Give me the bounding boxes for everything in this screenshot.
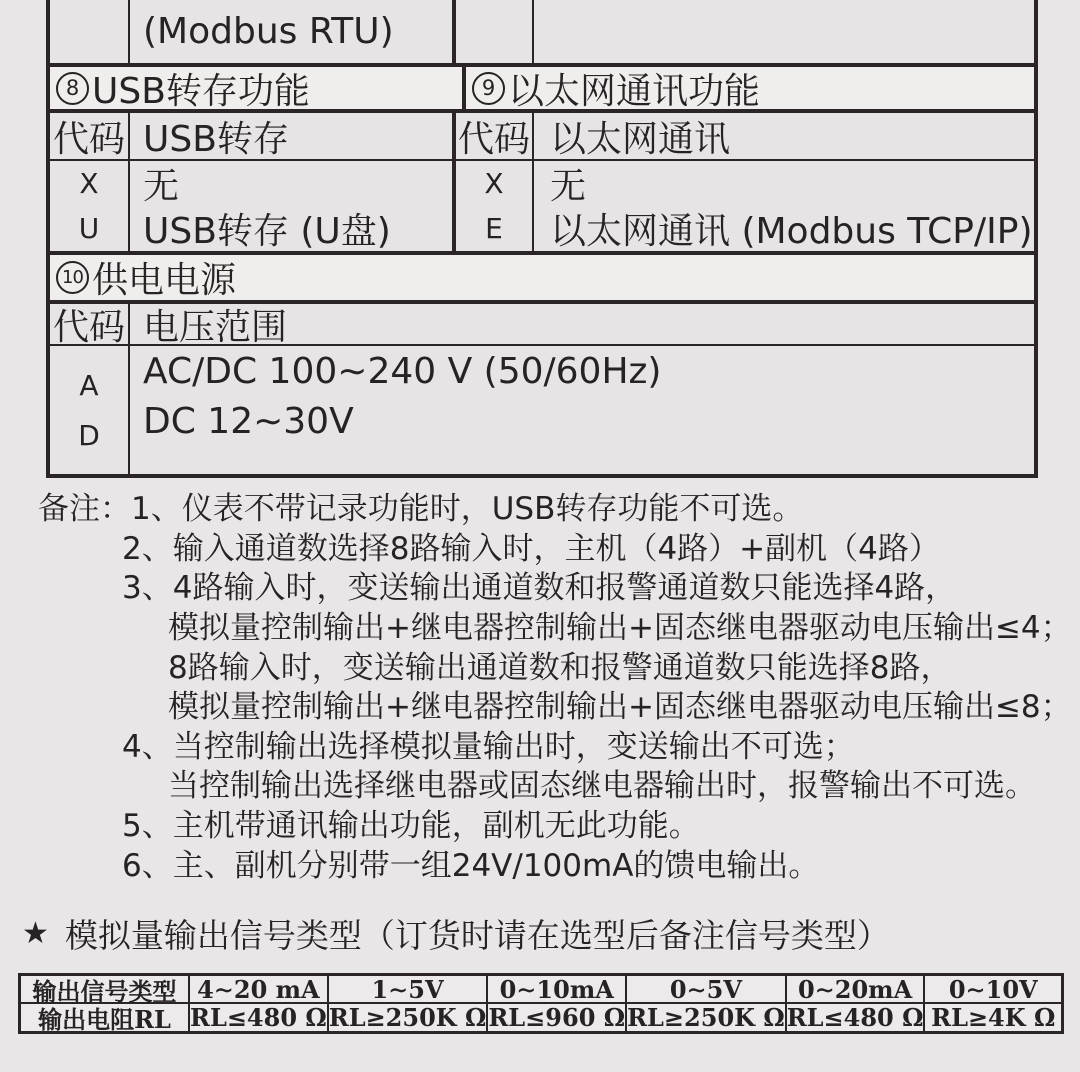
- signal-type-cell: 0∼10V: [925, 976, 1061, 1004]
- note-number: 5、: [122, 808, 173, 845]
- section-header-row-usb-ethernet: [50, 67, 1034, 113]
- note-text: 4路输入时，变送输出通道数和报警通道数只能选择4路，: [172, 570, 957, 607]
- section-ethernet-title: 以太网通讯功能: [508, 70, 761, 112]
- notes-label: 备注：: [38, 491, 131, 528]
- usb-desc-col-header: USB转存: [130, 113, 456, 159]
- note-line: [38, 684, 1072, 724]
- power-option-dc: DC 12∼30V: [143, 400, 354, 442]
- signal-type-cell: 0∼20mA: [787, 976, 926, 1004]
- usb-desc-cells: [130, 161, 456, 251]
- usb-option-none: 无: [143, 166, 180, 207]
- usb-code-x: X: [79, 167, 99, 200]
- usb-code-col-header: 代码: [50, 113, 130, 159]
- power-code-d: D: [78, 418, 100, 452]
- note-text: 输入通道数选择8路输入时，主机（4路）+副机（4路）: [172, 530, 940, 567]
- note-text: 8路输入时，变送输出通道数和报警通道数只能选择8路，: [168, 649, 952, 686]
- ethernet-desc-cells: [534, 161, 1034, 251]
- section-usb-title: USB转存功能: [92, 70, 310, 112]
- usb-option-udisk: USB转存 (U盘): [143, 211, 391, 252]
- partial-row: [50, 0, 1034, 67]
- note-line: [38, 565, 1072, 605]
- circled-number-10: 10: [56, 261, 89, 294]
- column-header-row-power: [50, 304, 1034, 346]
- note-line: [38, 842, 1072, 882]
- ethernet-option-tcpip: 以太网通讯 (Modbus TCP/IP): [550, 211, 1033, 252]
- ethernet-code-col-header: 代码: [456, 113, 534, 159]
- star-icon: ★: [22, 916, 49, 951]
- load-resistance-cell: RL≤480 Ω: [190, 1003, 327, 1032]
- note-number: 2、: [122, 530, 173, 567]
- power-option-acdc: AC/DC 100∼240 V (50/60Hz): [143, 350, 662, 392]
- load-resistance-row-header: 输出电阻RL: [21, 1004, 190, 1031]
- signal-type-cell: 0∼5V: [627, 976, 787, 1004]
- usb-code-cells: [50, 161, 130, 251]
- partial-code-cell-left: [50, 0, 130, 63]
- note-number: 3、: [122, 570, 173, 607]
- signal-type-cell: 1∼5V: [329, 976, 489, 1004]
- section-header-row-power: [50, 255, 1034, 304]
- note-line: [38, 724, 1072, 764]
- section-usb-header: [50, 67, 466, 112]
- signal-type-cell: 4∼20 mA: [190, 976, 329, 1004]
- note-line: [38, 763, 1072, 803]
- note-text: 主机带通讯输出功能，副机无此功能。: [172, 808, 700, 845]
- note-text: 模拟量控制输出+继电器控制输出+固态继电器驱动电压输出≤4；: [168, 610, 1072, 647]
- note-line: [38, 803, 1072, 843]
- ethernet-code-e: E: [485, 212, 503, 245]
- section-ethernet-header: [466, 67, 1034, 112]
- load-resistance-cell: RL≥4K Ω: [931, 1003, 1056, 1032]
- note-line: [38, 486, 1072, 526]
- power-code-cells: [50, 346, 130, 474]
- load-resistance-cell: RL≥250K Ω: [328, 1003, 487, 1032]
- load-resistance-cell: RL≤960 Ω: [488, 1003, 626, 1032]
- note-number: 1、: [131, 491, 182, 528]
- power-code-col-header: 代码: [50, 304, 130, 344]
- power-code-a: A: [79, 368, 99, 402]
- circled-number-9: 9: [472, 72, 505, 105]
- power-desc-col-header: 电压范围: [143, 306, 288, 348]
- analog-signal-heading: [22, 910, 890, 957]
- analog-signal-heading-text: 模拟量输出信号类型（订货时请在选型后备注信号类型）: [64, 916, 890, 955]
- selection-code-table: [46, 0, 1038, 478]
- note-text: 当控制输出选择模拟量输出时，变送输出不可选；: [172, 728, 855, 765]
- partial-desc-cell-right: [534, 0, 1034, 63]
- data-rows-usb-ethernet: [50, 161, 1034, 255]
- load-resistance-cell: RL≥250K Ω: [627, 1003, 785, 1032]
- column-header-row-usb-ethernet: [50, 113, 1034, 161]
- signal-type-row-header: 输出信号类型: [21, 976, 190, 1004]
- partial-desc-cell-left: [130, 0, 456, 63]
- note-line: [38, 605, 1072, 645]
- usb-code-u: U: [78, 212, 100, 245]
- data-rows-power: [50, 346, 1034, 474]
- note-text: 仪表不带记录功能时，USB转存功能不可选。: [181, 491, 804, 528]
- section-power-title: 供电电源: [92, 260, 237, 301]
- note-line: [38, 644, 1072, 684]
- circled-number-8: 8: [56, 72, 89, 105]
- note-text: 当控制输出选择继电器或固态继电器输出时，报警输出不可选。: [168, 768, 1036, 805]
- signal-type-cell: 0∼10mA: [488, 976, 627, 1004]
- note-number: 6、: [122, 847, 173, 884]
- analog-signal-table: [18, 973, 1064, 1034]
- ethernet-option-none: 无: [550, 166, 587, 207]
- ethernet-desc-col-header: 以太网通讯: [550, 118, 731, 160]
- section-power-header: [50, 255, 1034, 300]
- note-text: 模拟量控制输出+继电器控制输出+固态继电器驱动电压输出≤8；: [168, 689, 1072, 726]
- note-text: 主、副机分别带一组24V/100mA的馈电输出。: [172, 847, 820, 884]
- note-line: [38, 526, 1072, 566]
- note-number: 4、: [122, 728, 173, 765]
- modbus-rtu-text: (Modbus RTU): [143, 11, 394, 52]
- power-desc-cells: [130, 346, 1034, 474]
- notes-block: [38, 486, 1072, 882]
- ethernet-code-cells: [456, 161, 534, 251]
- load-resistance-cell: RL≤480 Ω: [786, 1003, 924, 1032]
- partial-code-cell-right: [456, 0, 534, 63]
- ethernet-code-x: X: [484, 167, 504, 200]
